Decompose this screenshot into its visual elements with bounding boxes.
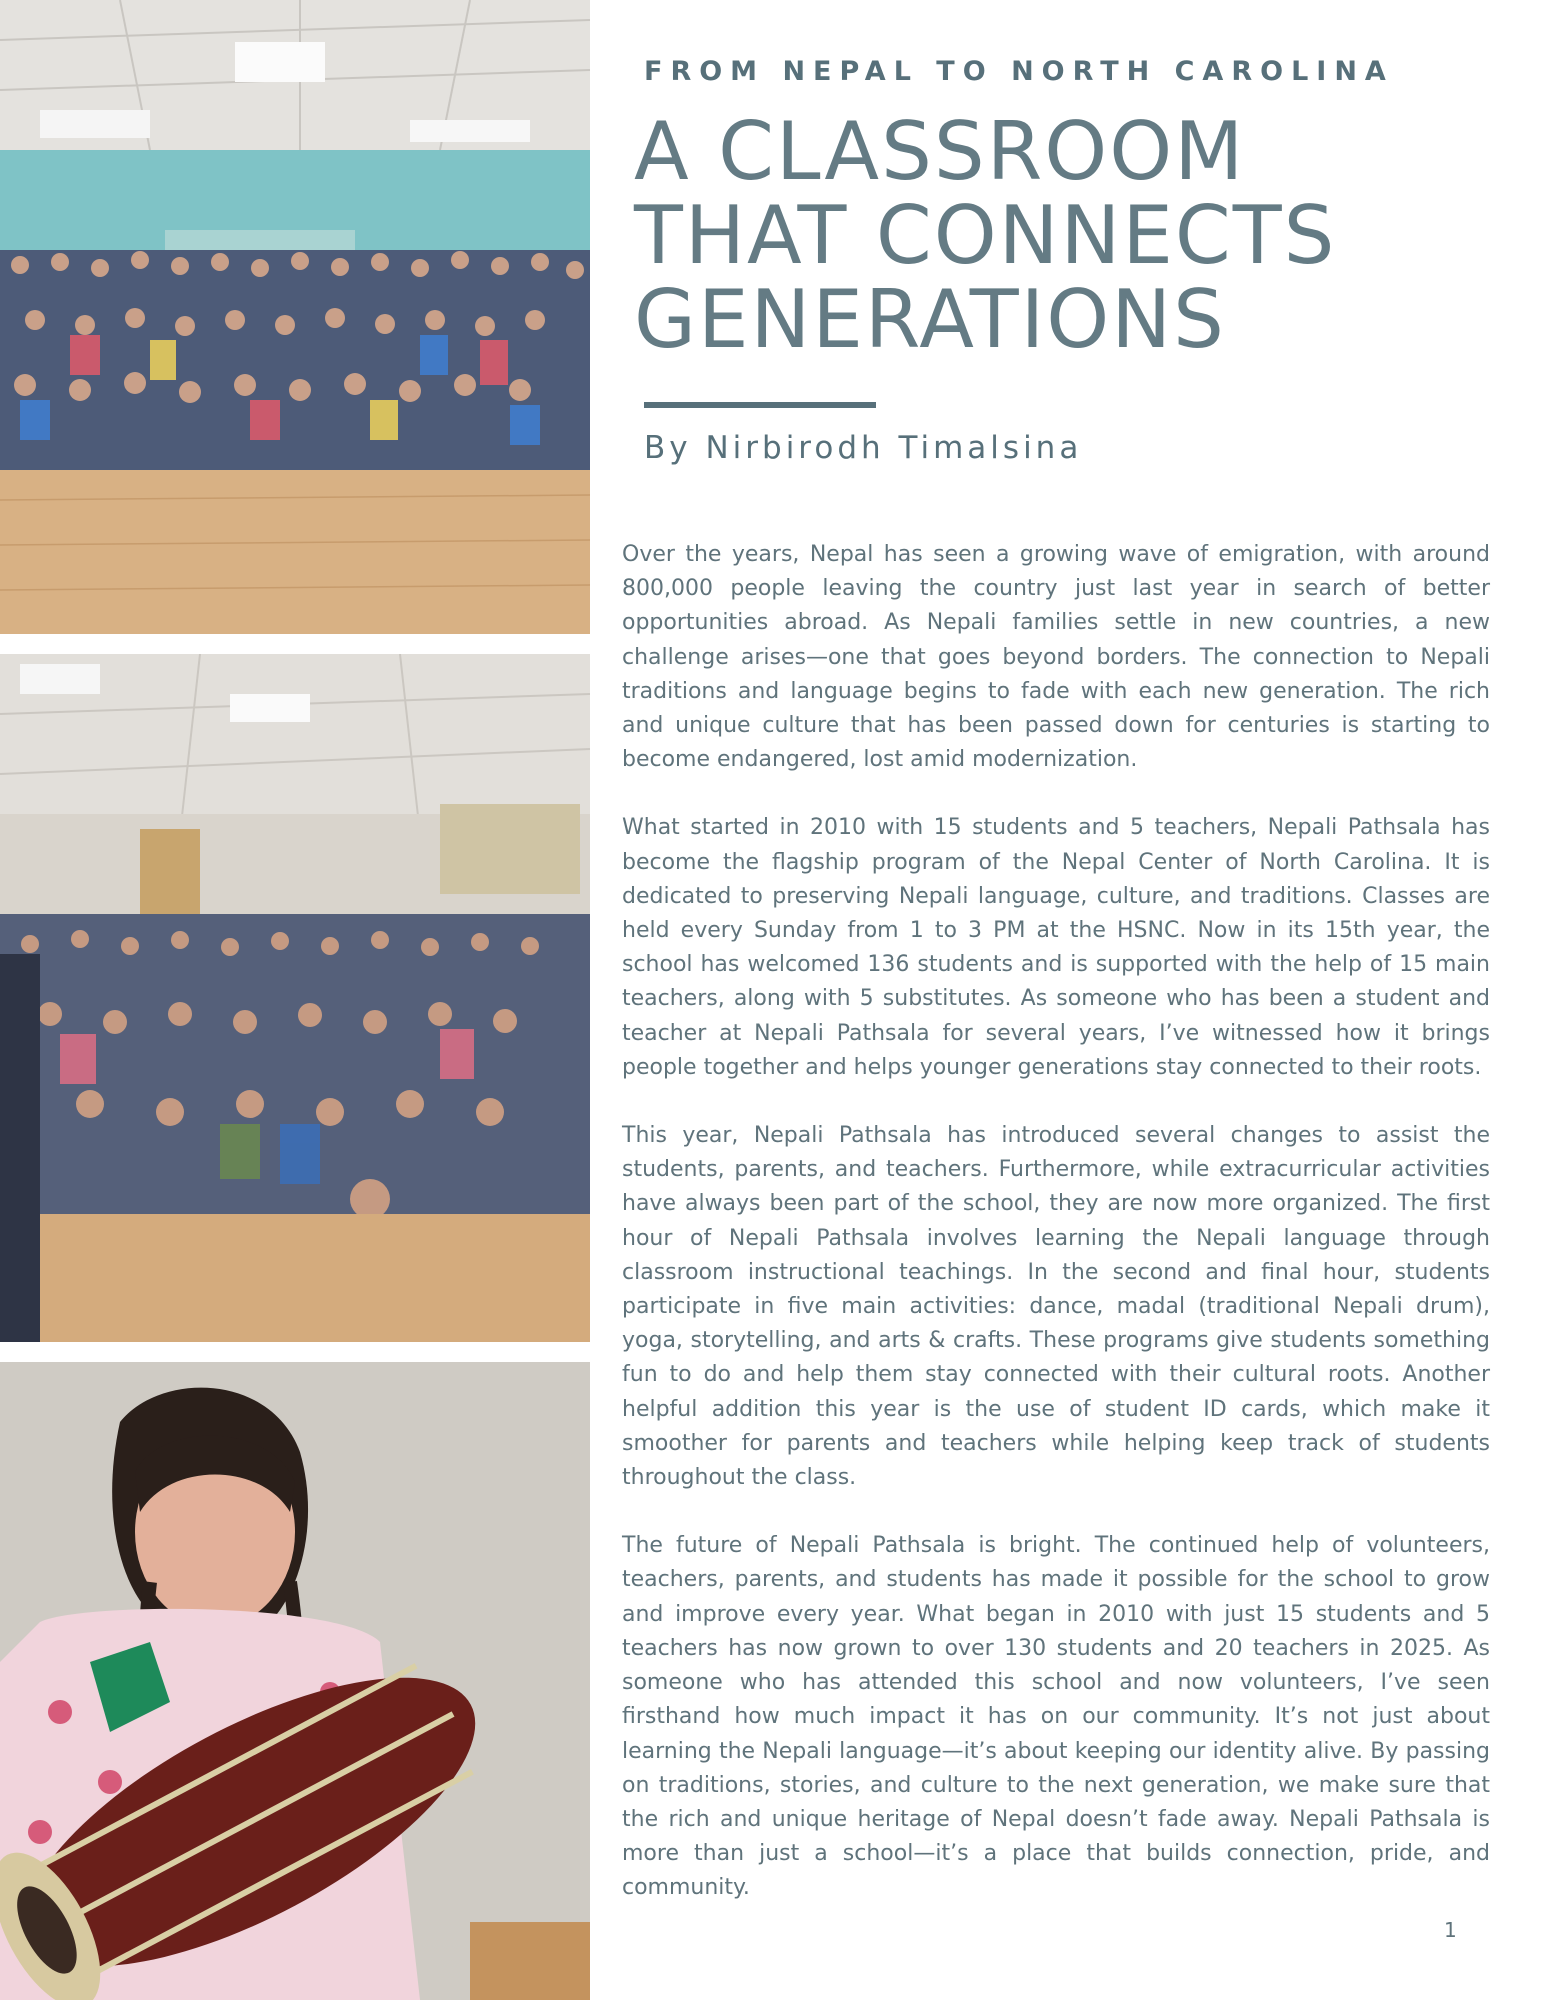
title-divider <box>644 402 876 408</box>
title-line: A CLASSROOM <box>634 105 1246 198</box>
article-kicker: FROM NEPAL TO NORTH CAROLINA <box>644 56 1394 87</box>
article-title <box>634 105 1474 366</box>
group-photo <box>0 0 590 634</box>
author-byline: By Nirbirodh Timalsina <box>644 430 1083 466</box>
body-paragraph: The future of Nepali Pathsala is bright. The continued help of volunteers, teachers, parents, and students has made it possible for the school to grow and improve every year. What began in 2010 with just 15 students and 5 teachers has now grown to over 130 students and 20 teachers in 2025. As someone who has attended this school and now volunteers, I’ve seen firsthand how much impact it has on our community. It’s not just about learning the Nepali language—it’s about keeping our identity alive. By passing on traditions, stories, and culture to the next generation, we make sure that the rich and unique heritage of Nepal doesn’t fade away. Nepali Pathsala is more than just a school—it’s a place that builds connection, pride, and community. <box>622 1533 1490 1901</box>
photo-column <box>0 0 590 2000</box>
page-number: 1 <box>1444 1918 1457 1942</box>
body-paragraph: What started in 2010 with 15 students and 5 teachers, Nepali Pathsala has become the flagship program of the Nepal Center of North Carolina. It is dedicated to preserving Nepali language, culture, and traditions. Classes are held every Sunday from 1 to 3 PM at the HSNC. Now in its 15th year, the school has welcomed 136 students and is supported with the help of 15 main teachers, along with 5 substitutes. As someone who has been a student and teacher at Nepali Pathsala for several years, I’ve witnessed how it brings people together and helps younger generations stay connected to their roots. <box>622 815 1490 1080</box>
title-line: THAT CONNECTS <box>634 189 1337 282</box>
seated-students-photo <box>0 654 590 1342</box>
body-paragraph: Over the years, Nepal has seen a growing wave of emigration, with around 800,000 people leaving the country just last year in search of better opportunities abroad. As Nepali families settle in new countries, a new challenge arises—one that goes beyond borders. The connection to Nepali traditions and language begins to fade with each new generation. The rich and unique culture that has been passed down for centuries is starting to become endangered, lost amid modernization. <box>622 542 1490 773</box>
article-body <box>622 538 1490 1940</box>
body-paragraph: This year, Nepali Pathsala has introduced several changes to assist the students, parents, and teachers. Furthermore, while extracurricular activities have always been part of the school, they are now more organized. The first hour of Nepali Pathsala involves learning the Nepali language through classroom instructional teachings. In the second and final hour, students participate in five main activities: dance, madal (traditional Nepali drum), yoga, storytelling, and arts & crafts. These programs give students something fun to do and help them stay connected with their cultural roots. Another helpful addition this year is the use of student ID cards, which make it smoother for parents and teachers while helping keep track of students throughout the class. <box>622 1123 1490 1491</box>
title-line: GENERATIONS <box>634 273 1226 366</box>
madal-girl-photo <box>0 1362 590 2000</box>
